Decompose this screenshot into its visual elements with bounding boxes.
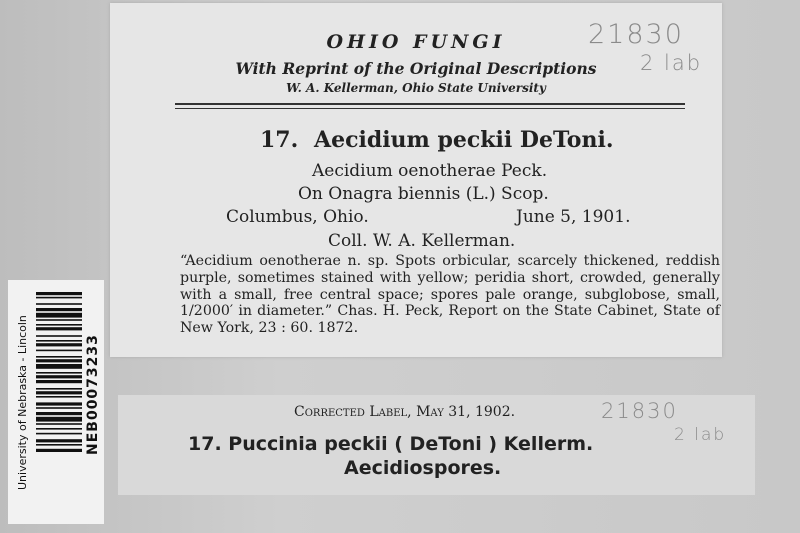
- header-subtitle: With Reprint of the Original Descriptions: [235, 59, 597, 78]
- header-author: W. A. Kellerman, Ohio State University: [286, 81, 546, 95]
- accession-handwritten: 21830: [588, 19, 684, 50]
- barcode-image: [36, 292, 82, 510]
- species-name: Aecidium peckii DeToni.: [314, 127, 614, 153]
- corrected-species-line: 17. Puccinia peckii ( DeToni ) Kellerm.: [188, 433, 594, 455]
- barcode-card: [8, 280, 104, 524]
- barcode-number: NEB00073233: [85, 334, 101, 455]
- species-number: 17.: [260, 127, 299, 153]
- corrected-stage: Aecidiospores.: [344, 457, 502, 479]
- institution-name: University of Nebraska - Lincoln: [16, 315, 29, 490]
- original-description: “Aecidium oenotherae n. sp. Spots orbicular, scarcely thickened, reddish purple, sometimes stained with yellow; peridia short, crowded, generally with a small, free central space; spores pale orange, subglobose, small, 1/2000′ in diameter.” Chas. H. Peck, Report on the State Cabinet, State of New York, 23 : 60. 1872.: [180, 253, 720, 337]
- double-rule: [175, 103, 685, 105]
- collector: Coll. W. A. Kellerman.: [328, 231, 516, 251]
- corrected-label: [118, 395, 755, 495]
- synonym: Aecidium oenotherae Peck.: [312, 161, 548, 181]
- host: On Onagra biennis (L.) Scop.: [298, 184, 549, 204]
- sheet-handwritten: 2 lab: [640, 51, 703, 75]
- corrected-sheet-handwritten: 2 lab: [674, 425, 727, 445]
- collection-date: June 5, 1901.: [516, 207, 631, 227]
- header-title: OHIO FUNGI: [326, 31, 506, 53]
- original-label: [110, 3, 722, 357]
- locality: Columbus, Ohio.: [226, 207, 369, 227]
- corrected-accession-handwritten: 21830: [601, 399, 678, 423]
- corrected-heading: Corrected Label, May 31, 1902.: [294, 404, 516, 420]
- double-rule-thin: [175, 108, 685, 109]
